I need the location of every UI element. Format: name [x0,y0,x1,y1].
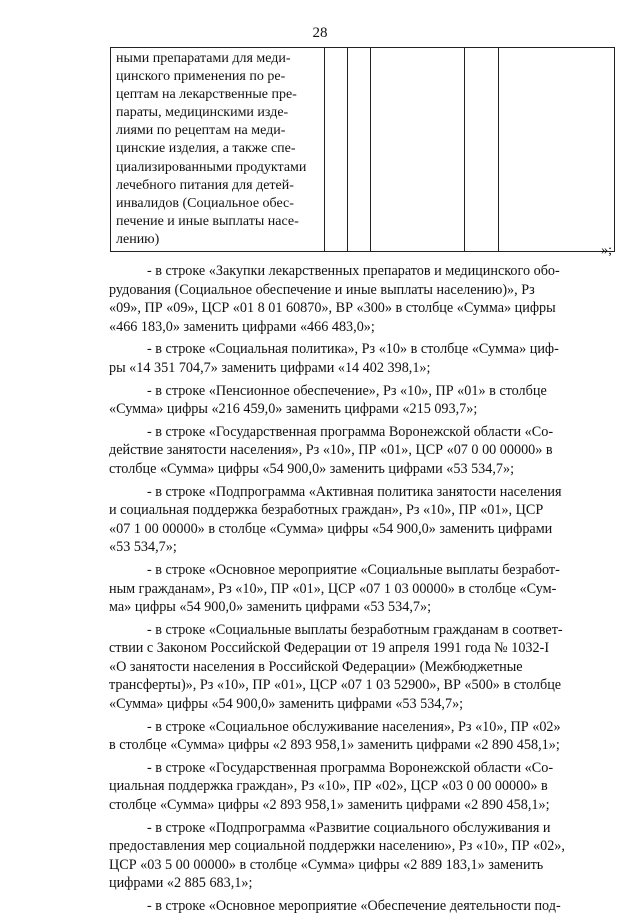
amendment-paragraph: - в строке «Социальные выплаты безработным гражданам в соответ- ствии с Законом Российской Федерации от 19 апреля 1991 года № 1032-I «О занятости населения в Российской Федерации» (Межбюджетные трансферты)», Рз «10», ПР «01», ЦСР «07 1 03 52900», ВР «500» в столбце «Сумма» цифры «54 900,0» заменить цифрами «53 534,7»; [109,621,563,713]
amendment-paragraph: - в строке «Государственная программа Воронежской области «Со- циальная поддержка граждан», Рз «10», ПР «02», ЦСР «03 0 00 00000» в столбце «Сумма» цифры «2 893 958,1» заменить цифрами «2 890 458,1»; [109,759,554,814]
amendment-paragraph: - в строке «Подпрограмма «Развитие социального обслуживания и предоставления мер социальной поддержки населению», Рз «10», ПР «02», ЦСР «03 5 00 00000» в столбце «Сумма» цифры «2 889 183,1» заменить цифрами «2 885 683,1»; [109,819,565,892]
table-cell-sum [499,48,615,252]
table-cell-csr [371,48,465,252]
amendment-list [109,262,593,920]
table-cell-text: ными препаратами для меди- цинского применения по ре- цептам на лекарственные пре- параты, медицинскими изде- лиями по рецептам на меди- цинские изделия, а также спе- циализированными продуктами лечебного питания для детей- инвалидов (Социальное обес- печение и иные выплаты насе- лению) [116,51,307,247]
continued-budget-table [110,47,615,252]
amendment-paragraph: - в строке «Социальное обслуживание населения», Рз «10», ПР «02» в столбце «Сумма» цифры «2 893 958,1» заменить цифрами «2 890 458,1»; [109,718,561,754]
page-number: 28 [312,25,328,41]
amendment-paragraph: - в строке «Пенсионное обеспечение», Рз «10», ПР «01» в столбце «Сумма» цифры «216 459,0» заменить цифрами «215 093,7»; [109,382,547,418]
table-row [111,48,615,252]
amendment-paragraph: - в строке «Подпрограмма «Активная политика занятости населения и социальная поддержка безработных граждан», Рз «10», ПР «01», ЦСР «07 1 00 00000» в столбце «Сумма» цифры «54 900,0» заменить цифрами «53 534,7»; [109,483,562,556]
table-cell-pr [348,48,371,252]
table-cell-rz [325,48,348,252]
table-cell-vr [465,48,499,252]
closing-quote: »; [601,243,612,258]
table-cell-name [111,48,325,252]
amendment-paragraph: - в строке «Основное мероприятие «Социальные выплаты безработ- ным гражданам», Рз «10», ПР «01», ЦСР «07 1 03 00000» в столбце «Сум- ма» цифры «54 900,0» заменить цифрами «53 534,7»; [109,561,560,616]
amendment-paragraph: - в строке «Социальная политика», Рз «10» в столбце «Сумма» циф- ры «14 351 704,7» заменить цифрами «14 402 398,1»; [109,341,559,376]
amendment-paragraph: - в строке «Государственная программа Воронежской области «Со- действие занятости населения», Рз «10», ПР «01», ЦСР «07 0 00 00000» в столбце «Сумма» цифры «54 900,0» заменить цифрами «53 534,7»; [109,423,554,477]
amendment-paragraph: - в строке «Основное мероприятие «Обеспечение деятельности под- [147,898,561,914]
amendment-paragraph: - в строке «Закупки лекарственных препаратов и медицинского обо- рудования (Социальное обеспечение и иные выплаты населению)», Рз «09», ПР «09», ЦСР «01 8 01 60870», ВР «300» в столбце «Сумма» цифры «466 183,0» заменить цифрами «466 483,0»; [109,263,560,335]
